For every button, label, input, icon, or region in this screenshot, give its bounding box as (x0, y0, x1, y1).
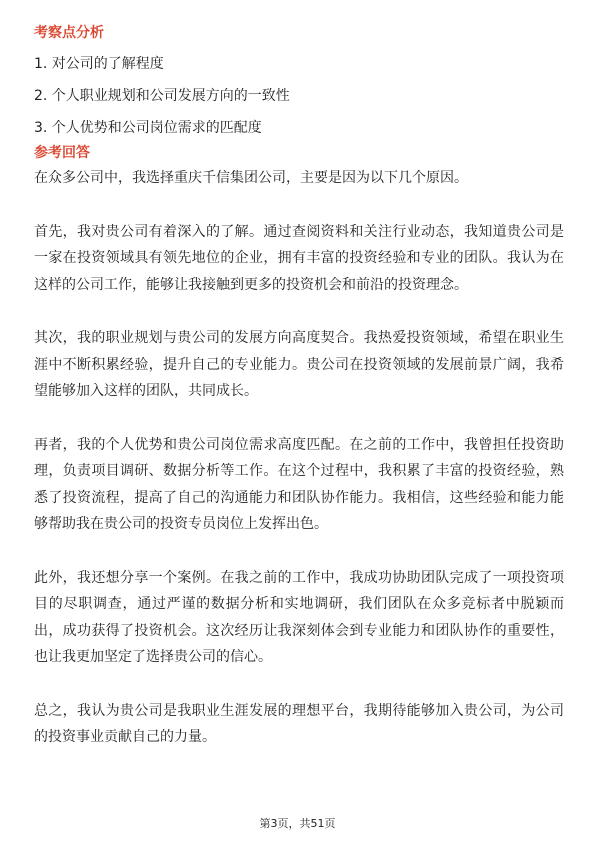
analysis-point-2: 2. 个人职业规划和公司发展方向的一致性 (34, 88, 290, 104)
document-page (34, 22, 564, 751)
answer-paragraph-2: 首先，我对贵公司有着深入的了解。通过查阅资料和关注行业动态，我知道贵公司是一家在投资领域具有领先地位的企业，拥有丰富的投资经验和专业的团队。我认为在这样的公司工作，能够让我接触到更多的投资机会和前沿的投资理念。 (34, 223, 564, 293)
answer-paragraph-6: 总之，我认为贵公司是我职业生涯发展的理想平台，我期待能够加入贵公司，为公司的投资事业贡献自己的力量。 (34, 702, 564, 745)
analysis-point-3: 3. 个人优势和公司岗位需求的匹配度 (34, 120, 262, 136)
answer-paragraph-1: 在众多公司中，我选择重庆千信集团公司，主要是因为以下几个原因。 (34, 170, 468, 186)
analysis-point-1: 1. 对公司的了解程度 (34, 56, 164, 72)
answer-paragraph-5: 此外，我还想分享一个案例。在我之前的工作中，我成功协助团队完成了一项投资项目的尽职调查，通过严谨的数据分析和实地调研，我们团队在众多竞标者中脱颖而出，成功获得了投资机会。这次经历让我深刻体会到专业能力和团队协作的重要性，也让我更加坚定了选择贵公司的信心。 (34, 569, 564, 665)
answer-heading: 参考回答 (34, 145, 90, 161)
answer-paragraph-4: 再者，我的个人优势和贵公司岗位需求高度匹配。在之前的工作中，我曾担任投资助理，负责项目调研、数据分析等工作。在这个过程中，我积累了丰富的投资经验，熟悉了投资流程，提高了自己的沟通能力和团队协作能力。我相信，这些经验和能力能够帮助我在贵公司的投资专员岗位上发挥出色。 (34, 436, 564, 532)
analysis-heading: 考察点分析 (34, 25, 104, 41)
answer-paragraph-3: 其次，我的职业规划与贵公司的发展方向高度契合。我热爱投资领域，希望在职业生涯中不断积累经验，提升自己的专业能力。贵公司在投资领域的发展前景广阔，我希望能够加入这样的团队，共同成长。 (34, 330, 564, 399)
page-number: 第3页，共51页 (259, 817, 336, 830)
